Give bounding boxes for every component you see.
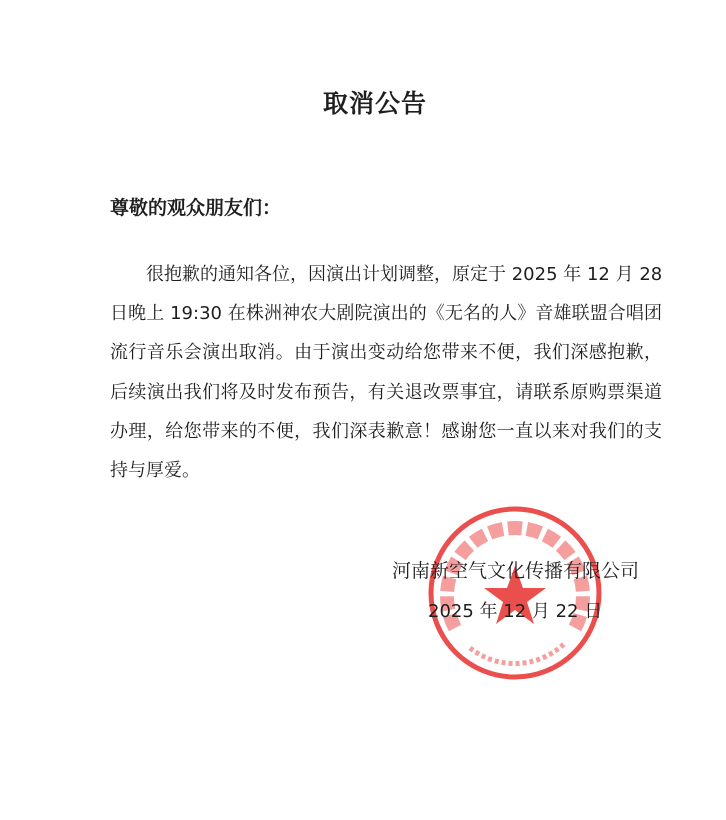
body-line: 持与厚爱。 (110, 460, 200, 481)
body-line: 后续演出我们将及时发布预告，有关退改票事宜，请联系原购票渠道 (110, 382, 662, 403)
body-line: 日晚上 19:30 在株洲神农大剧院演出的《无名的人》音雄联盟合唱团 (110, 303, 662, 324)
salutation: 尊敬的观众朋友们： (110, 197, 282, 219)
body-line: 办理，给您带来的不便，我们深表歉意！感谢您一直以来对我们的支 (110, 421, 662, 442)
body-line: 流行音乐会演出取消。由于演出变动给您带来不便，我们深感抱歉， (110, 342, 662, 363)
signature-company: 河南新空气文化传播有限公司 (392, 560, 640, 582)
company-seal (420, 498, 610, 688)
signature-date: 2025 年 12 月 22 日 (428, 601, 603, 622)
body-line: 很抱歉的通知各位，因演出计划调整，原定于 2025 年 12 月 28 (146, 264, 663, 285)
notice-title: 取消公告 (322, 89, 427, 118)
seal-number-band (470, 643, 565, 664)
